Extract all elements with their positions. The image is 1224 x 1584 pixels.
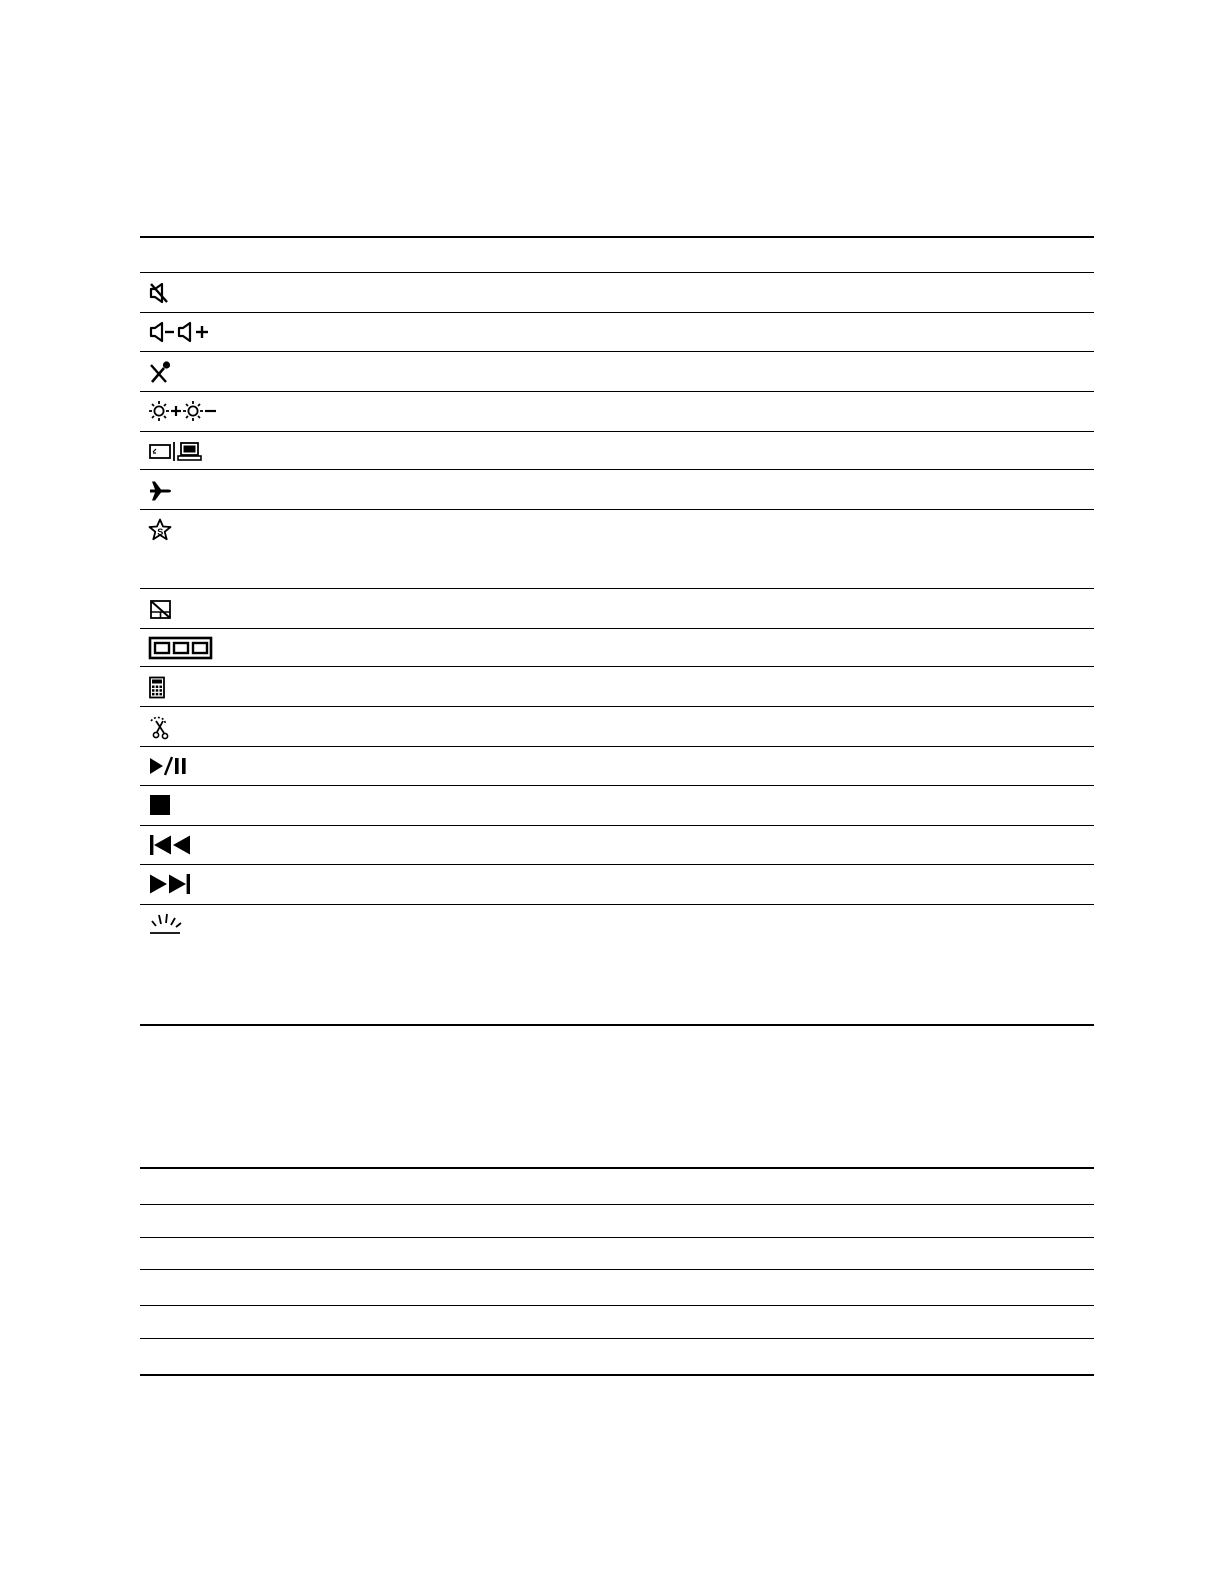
table-row-divider [140,312,1094,313]
airplane-mode-icon [148,479,174,503]
table-bottom-rule [140,1024,1094,1026]
brightness-up-down-icon [148,400,218,422]
volume-down-up-icon [148,321,212,343]
table-row-divider [140,628,1094,629]
table2-top-rule [140,1167,1094,1169]
calculator-icon [148,676,168,700]
touchpad-disable-icon [148,598,174,622]
microphone-mute-icon [148,360,174,384]
table-row-divider [140,469,1094,470]
table2-row-divider [140,1237,1094,1238]
snipping-tool-icon [148,715,174,741]
stop-icon [148,794,172,816]
table-row-divider [140,351,1094,352]
table-row-divider [140,746,1094,747]
table-header-rule [140,272,1094,273]
play-pause-icon [148,755,192,777]
next-track-icon [148,873,194,895]
table-row-divider [140,864,1094,865]
svg-text:S: S [157,527,164,537]
table-row-divider [140,509,1094,510]
table-row-divider [140,391,1094,392]
display-switch-icon [148,440,204,462]
smart-star-icon [148,518,174,542]
table2-bottom-rule [140,1374,1094,1376]
keyboard-backlight-icon [148,912,184,938]
previous-track-icon [148,834,194,856]
table-row-divider [140,588,1094,589]
table-row-divider [140,706,1094,707]
keyboard-icon [148,636,214,660]
speaker-mute-icon [148,282,172,304]
table-top-rule [140,236,1094,238]
table-row-divider [140,666,1094,667]
table-row-divider [140,431,1094,432]
table2-row-divider [140,1305,1094,1306]
table-row-divider [140,785,1094,786]
table-row-divider [140,904,1094,905]
table2-row-divider [140,1269,1094,1270]
table2-row-divider [140,1204,1094,1205]
table-row-divider [140,825,1094,826]
table2-row-divider [140,1338,1094,1339]
